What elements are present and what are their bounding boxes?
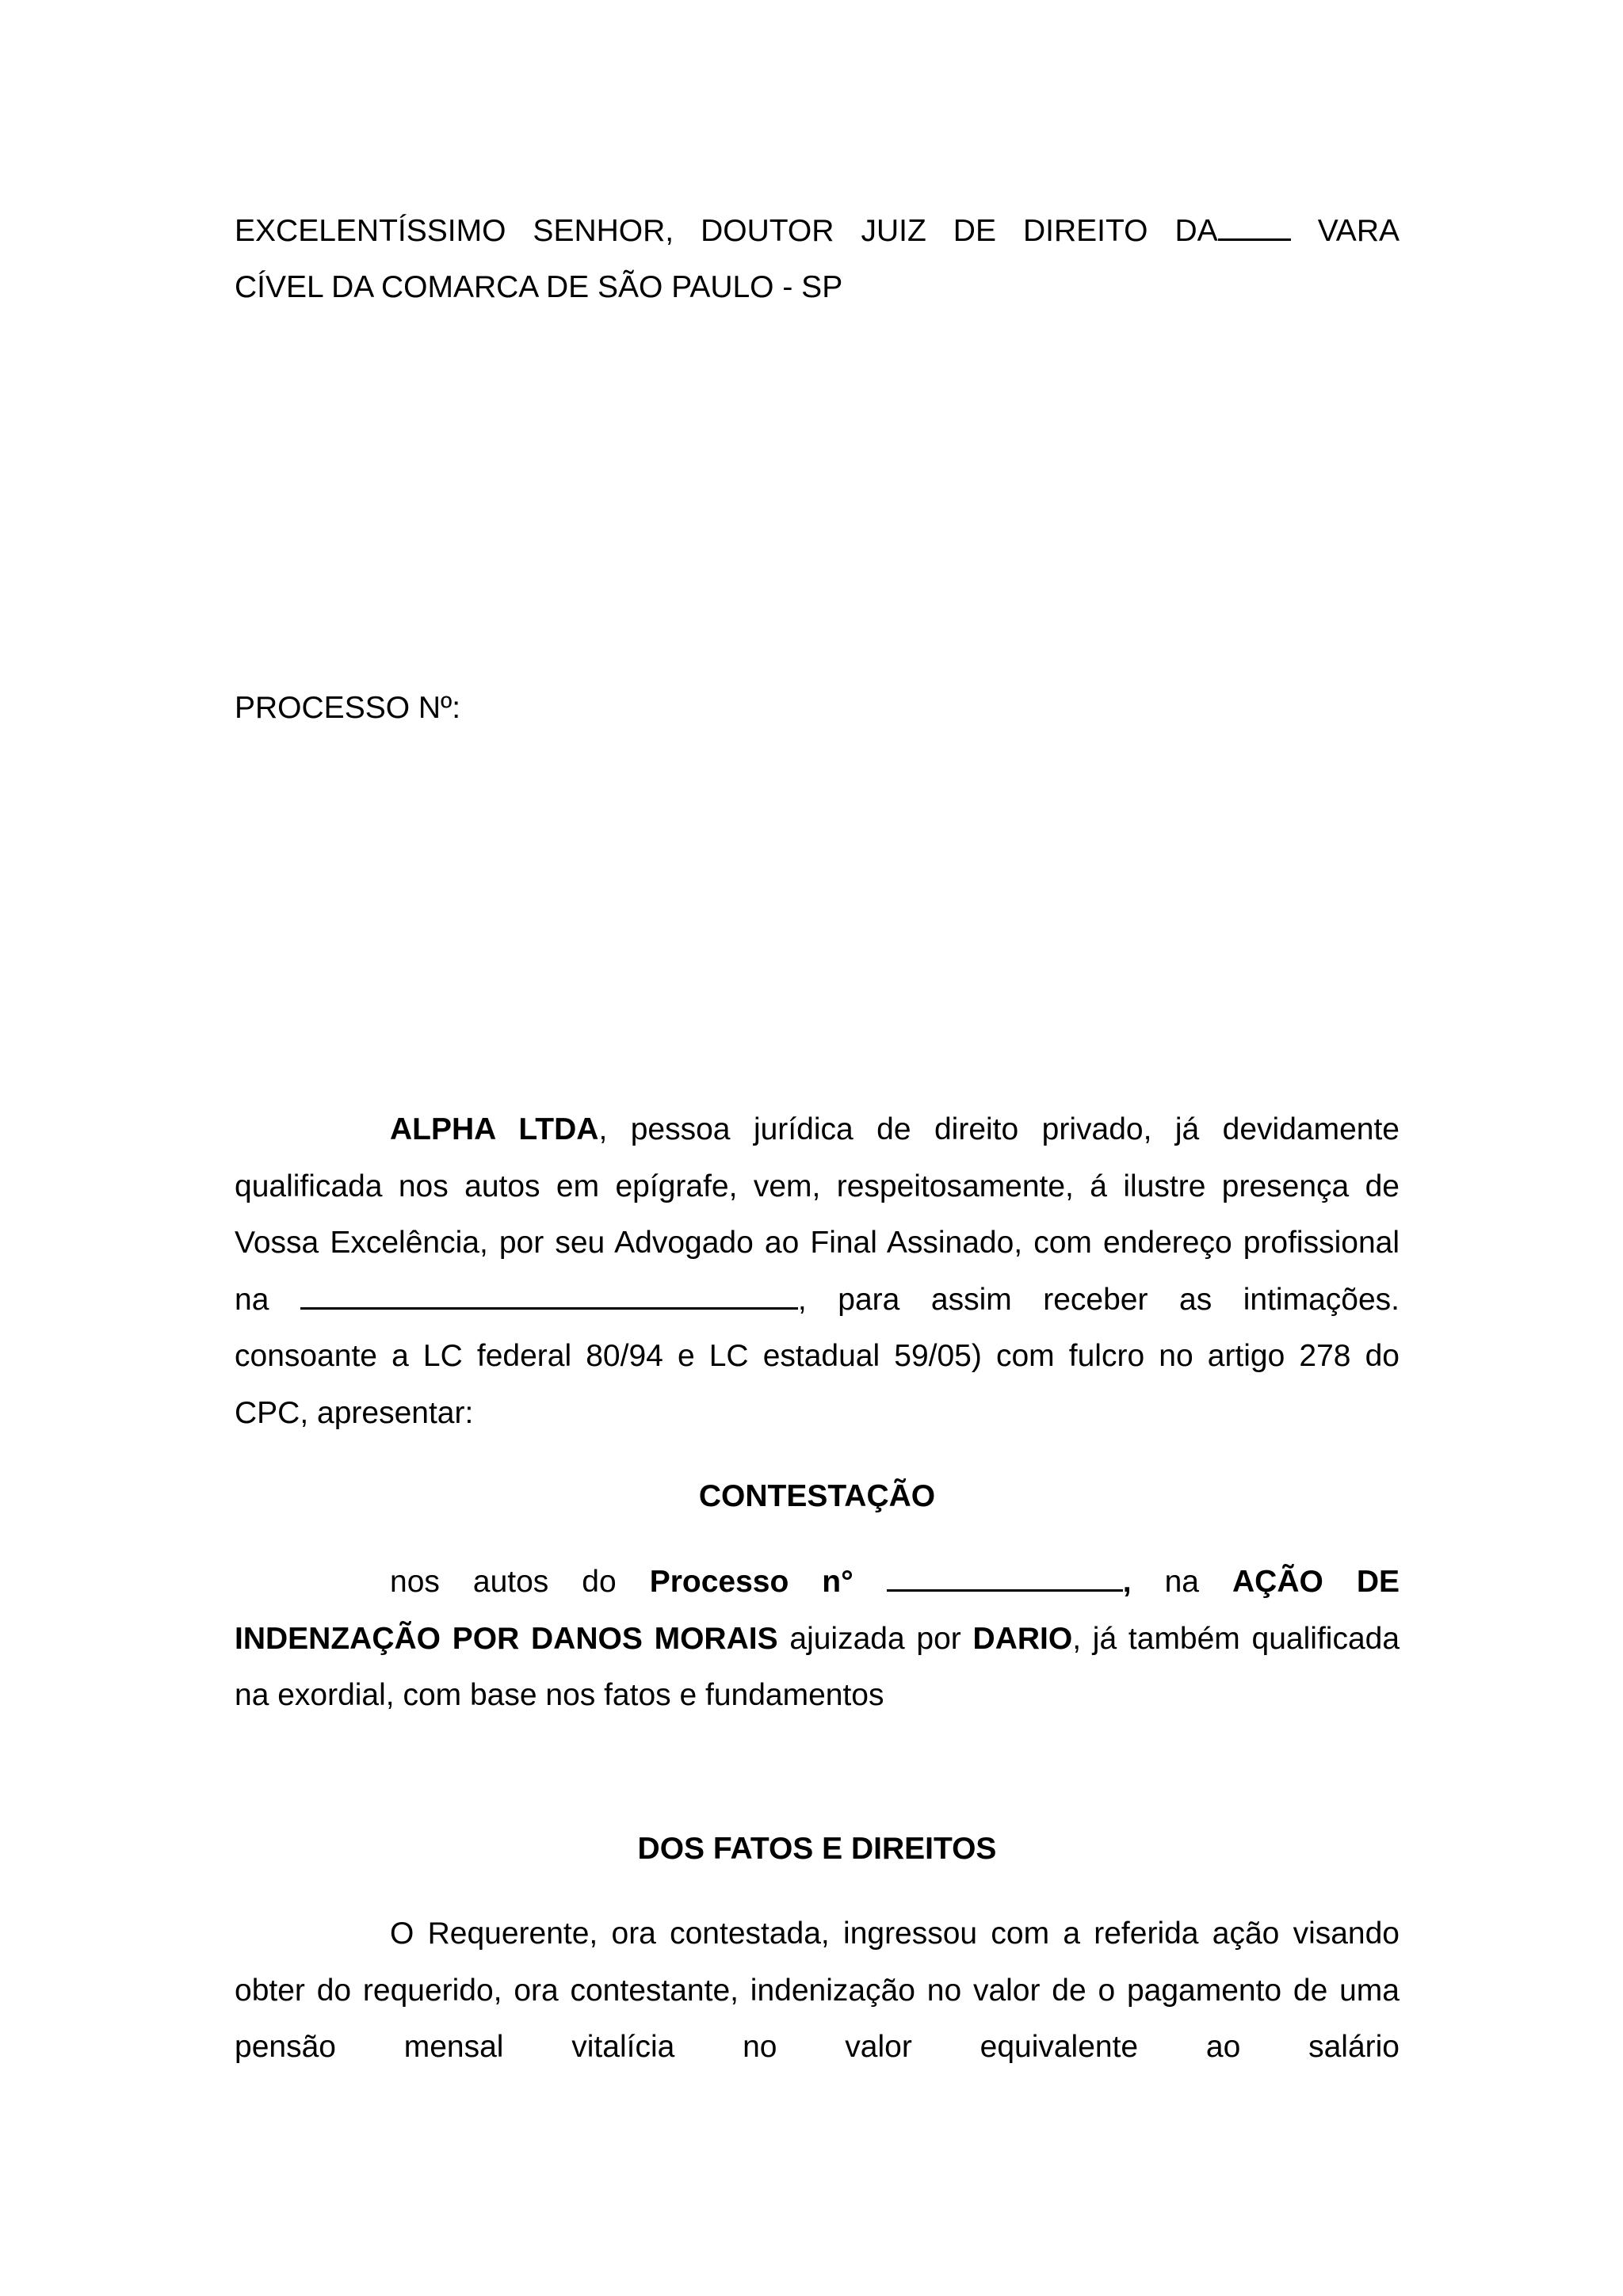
acao-title: AÇÃO DE INDENZAÇÃO POR DANOS MORAIS bbox=[235, 1565, 1400, 1656]
header-line-2: CÍVEL DA COMARCA DE SÃO PAULO - SP bbox=[235, 270, 843, 304]
autos-text-1: nos autos do bbox=[390, 1565, 650, 1599]
intro-text-2: , para assim receber as intimações. consoante a LC federal 80/94 e LC estadual 59/05) com fulcro no artigo 278 do CPC, apresentar: bbox=[235, 1282, 1400, 1430]
processo-number-label: Processo n° bbox=[649, 1565, 854, 1599]
company-name: ALPHA LTDA bbox=[390, 1112, 599, 1146]
vara-number-blank bbox=[1218, 207, 1291, 241]
intro-paragraph bbox=[235, 1101, 1400, 1441]
header-vara-text: VARA bbox=[1317, 214, 1400, 248]
autos-text-2: na bbox=[1131, 1565, 1232, 1599]
autos-paragraph bbox=[235, 1554, 1400, 1724]
intro-text-1: , pessoa jurídica de direito privado, já devidamente qualificada nos autos em epígrafe, vem, respeitosamente, á ilustre presença de Vossa Excelência, por seu Advogado ao Final Assinado, com endereço profissional na bbox=[235, 1112, 1400, 1317]
address-blank bbox=[300, 1276, 798, 1310]
header-addressee-text: EXCELENTÍSSIMO SENHOR, DOUTOR JUIZ DE DIREITO DA bbox=[235, 214, 1218, 248]
fatos-paragraph: O Requerente, ora contestada, ingressou com a referida ação visando obter do requerido, ora contestante, indenização no valor de o pagamento de uma pensão mensal vitalícia no valor equivalente ao salário bbox=[235, 1917, 1400, 2064]
fatos-title: DOS FATOS E DIREITOS bbox=[637, 1832, 997, 1866]
autos-text-4: , já também qualificada na exordial, com base nos fatos e fundamentos bbox=[235, 1621, 1400, 1712]
autor-name: DARIO bbox=[972, 1621, 1073, 1656]
autos-text-3: ajuizada por bbox=[777, 1621, 973, 1656]
contestacao-title: CONTESTAÇÃO bbox=[698, 1479, 936, 1513]
processo-comma: , bbox=[1122, 1565, 1132, 1599]
processo-number-blank bbox=[887, 1558, 1123, 1592]
header-line-1 bbox=[235, 203, 1400, 260]
processo-label: PROCESSO Nº: bbox=[235, 691, 461, 725]
